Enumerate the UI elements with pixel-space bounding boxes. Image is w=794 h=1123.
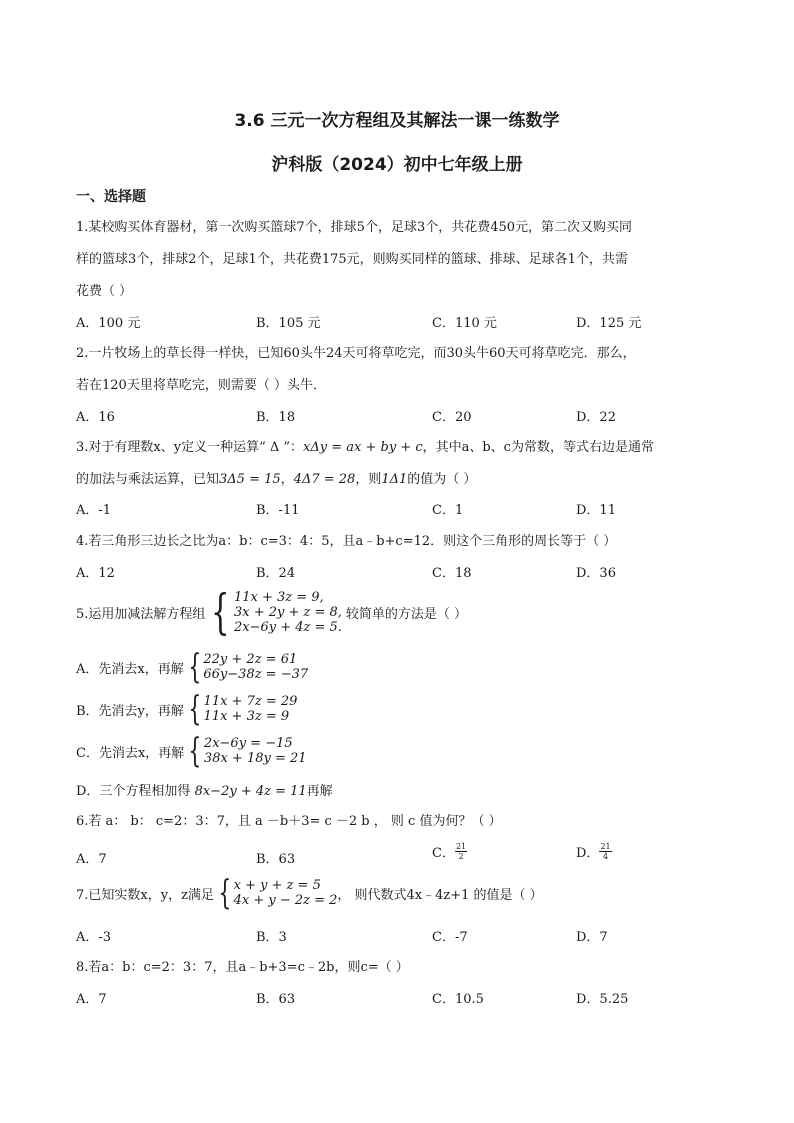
q4-option-d[interactable]: D．36	[576, 566, 616, 581]
q7-option-a[interactable]: A．-3	[76, 930, 112, 945]
q1-option-d[interactable]: D．125 元	[576, 316, 642, 331]
fraction-denominator: 2	[458, 852, 464, 861]
q5-b-eq-1: 11x + 7z = 29	[203, 694, 298, 709]
q5-option-d[interactable]	[76, 780, 333, 799]
q5-prefix: 5.运用加减法解方程组	[76, 606, 206, 622]
q8-option-d[interactable]: D．5.25	[576, 992, 629, 1007]
q3-line-1	[76, 436, 654, 455]
q5-a-eq-2: 66y−38z = −37	[203, 667, 309, 682]
q4-option-c[interactable]: C．18	[432, 566, 472, 581]
q3-target: 1Δ1	[381, 472, 408, 487]
q6-option-c-label: C．	[432, 846, 455, 861]
q7-eq-2: 4x + y − 2z = 2	[233, 893, 338, 908]
q2-option-a[interactable]: A．16	[76, 410, 115, 425]
q7-equation-system	[214, 873, 338, 913]
q5-option-b-text: B．先消去y，再解	[76, 703, 184, 719]
q1-line-1: 1.某校购买体育器材，第一次购买篮球7个，排球5个，足球3个，共花费450元，第二次又购买同	[76, 220, 633, 235]
q8-option-a[interactable]: A．7	[76, 992, 107, 1007]
q6-option-d[interactable]	[576, 842, 612, 861]
fraction-numerator: 21	[600, 842, 611, 851]
q2-line-2: 若在120天里将草吃完，则需要（ ）头牛．	[76, 378, 326, 393]
q5-option-b[interactable]	[76, 689, 298, 729]
q6-option-d-label: D．	[576, 846, 600, 861]
q3-line-2b: ，则	[355, 472, 382, 487]
q5-option-b-system	[184, 689, 298, 729]
q5-equation-system	[205, 584, 342, 640]
q5-eq-1: 11x + 3z = 9,	[233, 589, 324, 605]
q5-option-c-text: C．先消去x，再解	[76, 745, 185, 761]
q2-option-c[interactable]: C．20	[432, 410, 472, 425]
q5-option-d-text: D．三个方程相加得	[76, 784, 191, 799]
q3-option-c[interactable]: C．1	[432, 503, 464, 518]
q6-option-d-fraction	[599, 842, 611, 861]
q6-option-c[interactable]	[432, 842, 467, 861]
fraction-denominator: 4	[602, 852, 609, 861]
q4-option-b[interactable]: B．24	[256, 566, 296, 581]
title-line-1: 3.6 三元一次方程组及其解法一课一练数学	[234, 111, 560, 131]
q6-line-1: 6.若 a： b： c=2：3：7，且 a －b＋3= c －2 b ， 则 c 值为何？（ ）	[76, 814, 502, 829]
q6-option-a[interactable]: A．7	[76, 852, 107, 867]
q5-a-eq-1: 22y + 2z = 61	[203, 652, 298, 667]
fraction-numerator: 21	[455, 842, 467, 851]
q3-option-a[interactable]: A．-1	[76, 503, 112, 518]
q3-line-1b: ，其中a、b、c为常数，等式右边是通常	[422, 440, 654, 455]
q7-option-d[interactable]: D．7	[576, 930, 608, 945]
q8-option-b[interactable]: B．63	[256, 992, 296, 1007]
q2-option-d[interactable]: D．22	[576, 410, 616, 425]
q7-line	[76, 873, 543, 913]
q5-c-eq-2: 38x + 18y = 21	[203, 751, 307, 766]
q3-line-2a: 的加法与乘法运算，已知	[76, 472, 220, 487]
q5-option-a-text: A．先消去x，再解	[76, 661, 184, 677]
q6-option-b[interactable]: B．63	[256, 852, 296, 867]
q5-option-a-system	[184, 647, 309, 687]
section-heading: 一、选择题	[76, 189, 146, 205]
q6-option-c-fraction	[455, 842, 467, 861]
q5-c-eq-1: 2x−6y = −15	[203, 736, 293, 751]
brace-icon: {	[218, 873, 232, 913]
q3-given-2: 4Δ7 = 28	[293, 472, 356, 487]
q1-line-3: 花费（ ）	[76, 284, 133, 299]
q3-line-2	[76, 468, 476, 487]
q8-line-1: 8.若a：b：c=2：3：7，且a﹣b+3=c﹣2b，则c=（ ）	[76, 960, 409, 975]
title-line-2: 沪科版（2024）初中七年级上册	[271, 155, 523, 175]
q3-option-d[interactable]: D．11	[576, 503, 616, 518]
q7-option-b[interactable]: B．3	[256, 930, 287, 945]
q3-separator: ，	[280, 472, 294, 487]
q1-option-b[interactable]: B．105 元	[256, 316, 321, 331]
q7-prefix: 7.已知实数x，y，z满足	[76, 887, 214, 903]
q7-eq-1: x + y + z = 5	[233, 878, 321, 893]
q3-line-2c: 的值为（ ）	[407, 472, 477, 487]
q5-option-d-tail: 再解	[306, 784, 333, 799]
q1-option-c[interactable]: C．110 元	[432, 316, 497, 331]
q7-suffix: ， 则代数式4x﹣4z+1 的值是（ ）	[337, 887, 543, 903]
q5-eq-2: 3x + 2y + z = 8,	[233, 604, 342, 620]
q5-option-c-system	[184, 731, 307, 771]
q5-suffix: 较简单的方法是（ ）	[345, 606, 468, 622]
q4-option-a[interactable]: A．12	[76, 566, 115, 581]
q5-option-a[interactable]	[76, 647, 309, 687]
q5-option-c[interactable]	[76, 731, 307, 771]
q2-option-b[interactable]: B．18	[256, 410, 296, 425]
q5-option-d-equation: 8x−2y + 4z = 11	[194, 784, 307, 799]
q3-operation-definition: xΔy = ax + by + c	[303, 440, 423, 455]
q2-line-1: 2.一片牧场上的草长得一样快，已知60头牛24天可将草吃完，而30头牛60天可将草吃完．那么，	[76, 346, 636, 361]
q3-option-b[interactable]: B．-11	[256, 503, 300, 518]
q4-line-1: 4.若三角形三边长之比为a：b：c=3：4：5，且a﹣b+c=12．则这个三角形的周长等于（ ）	[76, 534, 617, 549]
q3-given-1: 3Δ5 = 15	[219, 472, 281, 487]
q5-eq-3: 2x−6y + 4z = 5.	[233, 619, 342, 635]
brace-icon: {	[188, 731, 202, 771]
q1-option-a[interactable]: A．100 元	[76, 316, 141, 331]
q1-line-2: 样的篮球3个，排球2个，足球1个，共花费175元，则购买同样的篮球、排球、足球各1个，共需	[76, 252, 628, 267]
q5-line	[76, 584, 468, 640]
brace-icon: {	[188, 647, 202, 687]
q5-b-eq-2: 11x + 3z = 9	[203, 709, 290, 724]
q8-option-c[interactable]: C．10.5	[432, 992, 484, 1007]
q3-line-1a: 3.对于有理数x、y定义一种运算“ Δ ”：	[76, 440, 304, 455]
q7-option-c[interactable]: C．-7	[432, 930, 468, 945]
brace-icon: {	[211, 584, 230, 640]
brace-icon: {	[188, 689, 202, 729]
